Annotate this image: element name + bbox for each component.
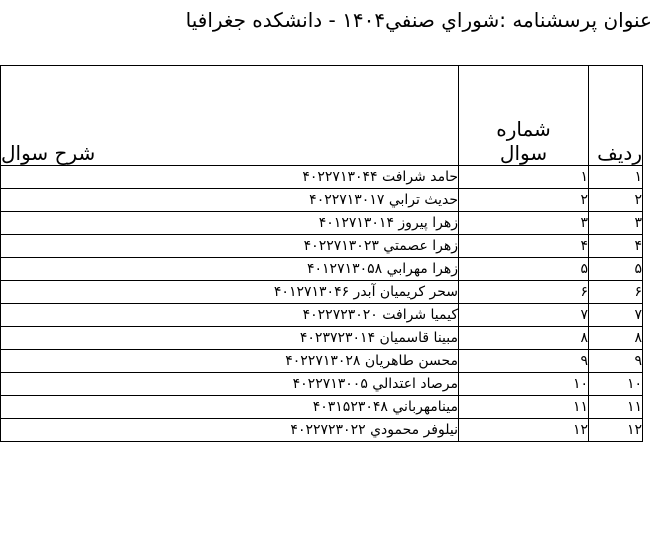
table-row [1,189,643,212]
cell-question-number: ۱۲ [459,419,589,442]
cell-question-number: ۹ [459,350,589,373]
cell-description: محسن طاهریان ۴۰۲۲۷۱۳۰۲۸ [1,350,459,373]
table-row [1,235,643,258]
cell-description: مینامهرباني ۴۰۳۱۵۲۳۰۴۸ [1,396,459,419]
column-header-question-number-line2: سوال [499,141,548,165]
table-row [1,166,643,189]
cell-question-number: ۷ [459,304,589,327]
cell-description: حدیث ترابي ۴۰۲۲۷۱۳۰۱۷ [1,189,459,212]
table-header-row [1,66,643,166]
questionnaire-title: عنوان پرسشنامه :شوراي صنفي۱۴۰۴ - دانشکده جغرافیا [185,8,652,32]
cell-question-number: ۸ [459,327,589,350]
cell-description: نیلوفر محمودي ۴۰۲۲۷۲۳۰۲۲ [1,419,459,442]
cell-question-number: ۲ [459,189,589,212]
column-header-description: شرح سوال [1,66,459,166]
cell-row-number: ۸ [589,327,643,350]
cell-row-number: ۶ [589,281,643,304]
cell-question-number: ۴ [459,235,589,258]
table-row [1,419,643,442]
cell-question-number: ۳ [459,212,589,235]
cell-description: زهرا مهرابي ۴۰۱۲۷۱۳۰۵۸ [1,258,459,281]
cell-question-number: ۱ [459,166,589,189]
cell-row-number: ۳ [589,212,643,235]
cell-row-number: ۷ [589,304,643,327]
table-row [1,281,643,304]
cell-description: سحر کریمیان آبدر ۴۰۱۲۷۱۳۰۴۶ [1,281,459,304]
column-header-row: رديف [589,66,643,166]
table-row [1,396,643,419]
table-row [1,327,643,350]
cell-row-number: ۱۲ [589,419,643,442]
table-row [1,350,643,373]
table-row [1,373,643,396]
cell-row-number: ۲ [589,189,643,212]
questions-table [0,65,643,442]
cell-row-number: ۱۱ [589,396,643,419]
cell-description: کیمیا شرافت ۴۰۲۲۷۲۳۰۲۰ [1,304,459,327]
cell-description: زهرا پیروز ۴۰۱۲۷۱۳۰۱۴ [1,212,459,235]
table-row [1,258,643,281]
cell-description: زهرا عصمتي ۴۰۲۲۷۱۳۰۲۳ [1,235,459,258]
cell-row-number: ۴ [589,235,643,258]
cell-question-number: ۶ [459,281,589,304]
cell-description: مرصاد اعتدالي ۴۰۲۲۷۱۳۰۰۵ [1,373,459,396]
cell-question-number: ۱۱ [459,396,589,419]
cell-description: حامد شرافت ۴۰۲۲۷۱۳۰۴۴ [1,166,459,189]
table-row [1,212,643,235]
cell-row-number: ۱۰ [589,373,643,396]
cell-row-number: ۱ [589,166,643,189]
column-header-question-number-line1: شماره [496,117,551,141]
cell-row-number: ۹ [589,350,643,373]
cell-question-number: ۱۰ [459,373,589,396]
cell-description: مبینا قاسمیان ۴۰۲۳۷۲۳۰۱۴ [1,327,459,350]
table-row [1,304,643,327]
cell-row-number: ۵ [589,258,643,281]
column-header-question-number [459,66,589,166]
cell-question-number: ۵ [459,258,589,281]
